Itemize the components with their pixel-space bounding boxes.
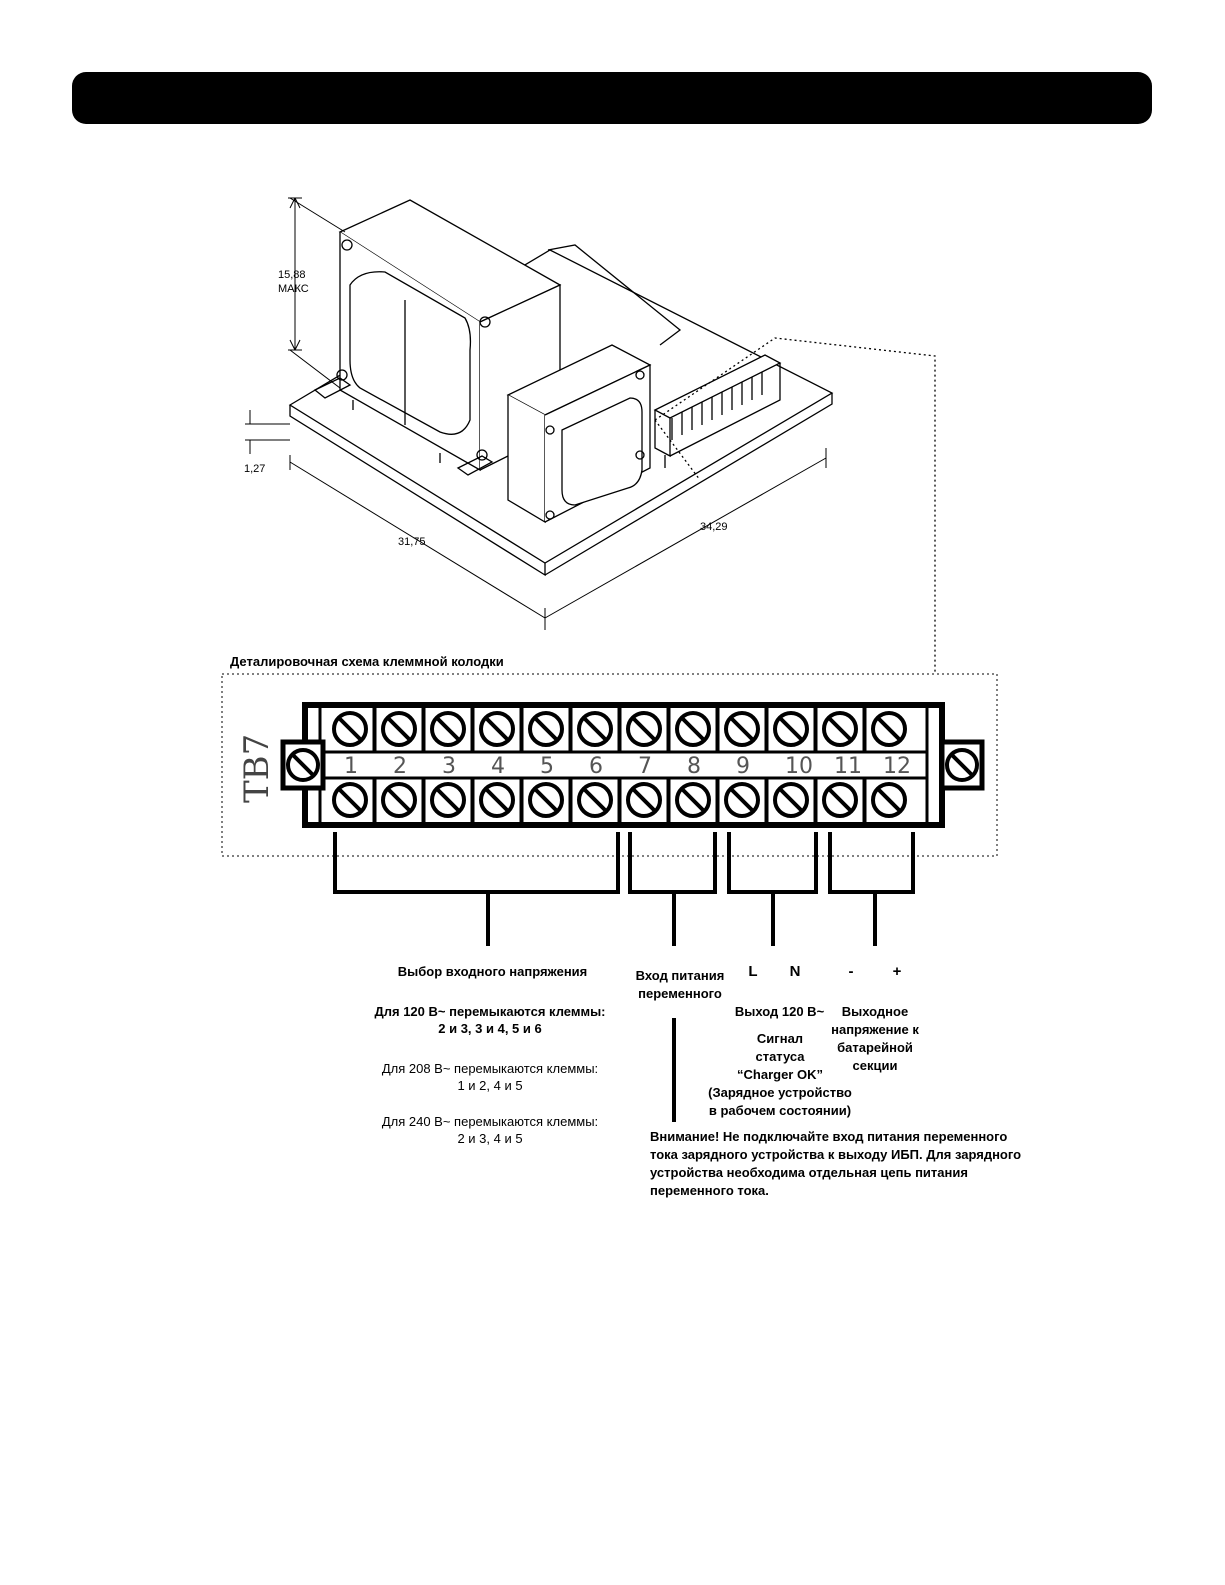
height-dimension-suffix: МАКС (278, 283, 309, 295)
terminal-number: 9 (736, 754, 750, 779)
signal-line4: (Зарядное устройство (708, 1085, 852, 1100)
detail-title: Деталировочная схема клеммной колодки (230, 654, 504, 669)
ac-input-line2: переменного (638, 986, 722, 1001)
warning-line1: Внимание! Не подключайте вход питания переменного (650, 1129, 1008, 1144)
output-l-label: L (748, 963, 758, 980)
battery-line3: батарейной (837, 1040, 913, 1055)
thickness-dimension: 1,27 (244, 463, 266, 475)
v208-line: Для 208 В~ перемыкаются клеммы: (381, 1061, 599, 1076)
output-120-title: Выход 120 В~ (734, 1004, 825, 1019)
battery-plus-label: + (892, 963, 902, 980)
output-n-label: N (789, 963, 801, 980)
warning-line2: тока зарядного устройства к выходу ИБП. Для зарядного (650, 1147, 1022, 1162)
terminal-number: 11 (834, 754, 862, 779)
signal-line5: в рабочем состоянии) (708, 1103, 852, 1118)
v240-pairs: 2 и 3, 4 и 5 (457, 1131, 523, 1146)
terminal-number: 10 (785, 754, 813, 779)
v240-line: Для 240 В~ перемыкаются клеммы: (381, 1114, 599, 1129)
detail-frame (222, 674, 997, 856)
terminal-number: 5 (540, 754, 554, 779)
terminal-number: 1 (344, 754, 358, 779)
warning-line4: переменного тока. (650, 1183, 769, 1198)
terminal-number: 6 (589, 754, 603, 779)
terminal-number: 2 (393, 754, 407, 779)
terminal-block (283, 705, 982, 825)
battery-minus-label: - (848, 963, 854, 980)
ac-input-line1: Вход питания (635, 968, 725, 983)
battery-line4: секции (852, 1058, 898, 1073)
terminal-number: 8 (687, 754, 701, 779)
signal-line1: Сигнал (756, 1031, 804, 1046)
battery-line1: Выходное (841, 1004, 909, 1019)
battery-line2: напряжение к (831, 1022, 919, 1037)
warning-line3: устройства необходима отдельная цепь питания (650, 1165, 968, 1180)
charger-drawing (290, 200, 935, 672)
v208-pairs: 1 и 2, 4 и 5 (457, 1078, 523, 1093)
width-dimension: 31,75 (398, 536, 426, 548)
signal-line3: “Charger OK” (737, 1067, 823, 1082)
terminal-number: 4 (491, 754, 505, 779)
block-label: TB7 (237, 733, 277, 803)
v120-pairs: 2 и 3, 3 и 4, 5 и 6 (438, 1021, 542, 1036)
voltage-select-title: Выбор входного напряжения (397, 964, 588, 979)
terminal-number: 7 (638, 754, 652, 779)
v120-line: Для 120 В~ перемыкаются клеммы: (374, 1004, 606, 1019)
depth-dimension: 34,29 (700, 521, 728, 533)
signal-line2: статуса (755, 1049, 805, 1064)
terminal-number: 12 (883, 754, 911, 779)
height-dimension: 15,88 (278, 269, 306, 281)
terminal-number: 3 (442, 754, 456, 779)
